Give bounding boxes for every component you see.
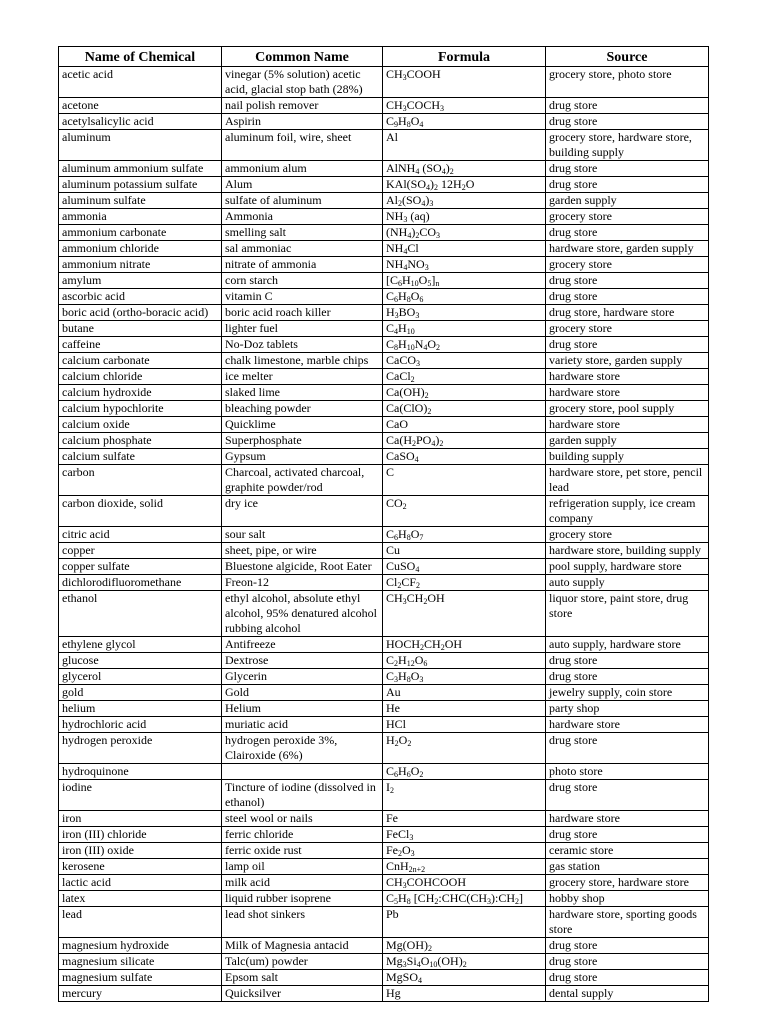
chemical-name-cell: iron xyxy=(59,811,222,827)
source-cell: jewelry supply, coin store xyxy=(546,685,709,701)
formula-cell: $Ca(ClO)_2$ xyxy=(383,401,546,417)
common-name-cell: ice melter xyxy=(222,369,383,385)
chemical-name-cell: magnesium silicate xyxy=(59,954,222,970)
source-cell: grocery store, hardware store, building supply xyxy=(546,130,709,161)
formula-cell: $Ca(OH)_2$ xyxy=(383,385,546,401)
formula-cell: $C_6H_8O_7$ xyxy=(383,527,546,543)
chemical-name-cell: hydroquinone xyxy=(59,764,222,780)
source-cell: drug store xyxy=(546,653,709,669)
table-row xyxy=(59,591,709,637)
table-row xyxy=(59,986,709,1002)
source-cell: grocery store, hardware store xyxy=(546,875,709,891)
common-name-cell: smelling salt xyxy=(222,225,383,241)
table-row xyxy=(59,685,709,701)
chemical-name-cell: iodine xyxy=(59,780,222,811)
formula-cell: Al xyxy=(383,130,546,161)
table-row xyxy=(59,764,709,780)
table-row xyxy=(59,875,709,891)
common-name-cell: nitrate of ammonia xyxy=(222,257,383,273)
chemical-name-cell: magnesium hydroxide xyxy=(59,938,222,954)
formula-cell: $Ca(H_2PO_4)_2$ xyxy=(383,433,546,449)
source-cell: grocery store, photo store xyxy=(546,67,709,98)
common-name-cell: Milk of Magnesia antacid xyxy=(222,938,383,954)
chemical-name-cell: ethylene glycol xyxy=(59,637,222,653)
formula-cell: $C_4H_{10}$ xyxy=(383,321,546,337)
chemical-name-cell: ammonium nitrate xyxy=(59,257,222,273)
chemical-name-cell: amylum xyxy=(59,273,222,289)
common-name-cell: sheet, pipe, or wire xyxy=(222,543,383,559)
source-cell: variety store, garden supply xyxy=(546,353,709,369)
common-name-cell: lighter fuel xyxy=(222,321,383,337)
chemical-name-cell: latex xyxy=(59,891,222,907)
formula-cell: $Mg_3Si_4O_{10}(OH)_2$ xyxy=(383,954,546,970)
table-row xyxy=(59,241,709,257)
common-name-cell: Charcoal, activated charcoal, graphite powder/rod xyxy=(222,465,383,496)
source-cell: drug store xyxy=(546,98,709,114)
common-name-cell: dry ice xyxy=(222,496,383,527)
source-cell: hardware store xyxy=(546,717,709,733)
chemical-table xyxy=(58,46,709,1002)
table-row xyxy=(59,843,709,859)
common-name-cell: boric acid roach killer xyxy=(222,305,383,321)
header-common-name: Common Name xyxy=(222,47,383,67)
common-name-cell: Gold xyxy=(222,685,383,701)
formula-cell: $C_3H_8O_3$ xyxy=(383,669,546,685)
source-cell: garden supply xyxy=(546,433,709,449)
common-name-cell: ferric oxide rust xyxy=(222,843,383,859)
chemical-name-cell: ascorbic acid xyxy=(59,289,222,305)
source-cell: party shop xyxy=(546,701,709,717)
table-row xyxy=(59,337,709,353)
chemical-name-cell: dichlorodifluoromethane xyxy=(59,575,222,591)
chemical-name-cell: aluminum xyxy=(59,130,222,161)
chemical-name-cell: calcium carbonate xyxy=(59,353,222,369)
table-row xyxy=(59,938,709,954)
formula-cell: CaSO$_4$ xyxy=(383,449,546,465)
source-cell: hardware store xyxy=(546,811,709,827)
source-cell: grocery store xyxy=(546,257,709,273)
formula-cell: Hg xyxy=(383,986,546,1002)
formula-cell: $(NH_4)_2CO_3$ xyxy=(383,225,546,241)
common-name-cell: Bluestone algicide, Root Eater xyxy=(222,559,383,575)
table-row xyxy=(59,401,709,417)
chemical-name-cell: helium xyxy=(59,701,222,717)
table-row xyxy=(59,954,709,970)
table-row xyxy=(59,653,709,669)
chemical-name-cell: copper sulfate xyxy=(59,559,222,575)
common-name-cell: sulfate of aluminum xyxy=(222,193,383,209)
common-name-cell: slaked lime xyxy=(222,385,383,401)
formula-cell: Cu xyxy=(383,543,546,559)
common-name-cell: Ammonia xyxy=(222,209,383,225)
table-row xyxy=(59,193,709,209)
source-cell: drug store xyxy=(546,970,709,986)
common-name-cell: vinegar (5% solution) acetic acid, glacial stop bath (28%) xyxy=(222,67,383,98)
table-row xyxy=(59,67,709,98)
source-cell: drug store xyxy=(546,337,709,353)
chemical-name-cell: gold xyxy=(59,685,222,701)
formula-cell: Fe xyxy=(383,811,546,827)
table-row xyxy=(59,637,709,653)
source-cell: gas station xyxy=(546,859,709,875)
common-name-cell: Helium xyxy=(222,701,383,717)
common-name-cell: lead shot sinkers xyxy=(222,907,383,938)
formula-cell: $I_2$ xyxy=(383,780,546,811)
table-row xyxy=(59,161,709,177)
chemical-name-cell: ammonium carbonate xyxy=(59,225,222,241)
chemical-name-cell: boric acid (ortho-boracic acid) xyxy=(59,305,222,321)
chemical-name-cell: citric acid xyxy=(59,527,222,543)
chemical-name-cell: calcium oxide xyxy=(59,417,222,433)
source-cell: hobby shop xyxy=(546,891,709,907)
formula-cell: $C_9H_8O_4$ xyxy=(383,114,546,130)
common-name-cell: aluminum foil, wire, sheet xyxy=(222,130,383,161)
table-row xyxy=(59,289,709,305)
table-row xyxy=(59,970,709,986)
formula-cell: $CH_3COHCOOH$ xyxy=(383,875,546,891)
chemical-name-cell: glycerol xyxy=(59,669,222,685)
table-row xyxy=(59,257,709,273)
source-cell: refrigeration supply, ice cream company xyxy=(546,496,709,527)
common-name-cell xyxy=(222,764,383,780)
common-name-cell: chalk limestone, marble chips xyxy=(222,353,383,369)
formula-cell: $Al_2(SO_4)_3$ xyxy=(383,193,546,209)
common-name-cell: No-Doz tablets xyxy=(222,337,383,353)
table-row xyxy=(59,559,709,575)
source-cell: hardware store, garden supply xyxy=(546,241,709,257)
formula-cell: $KAl(SO_4)_2$ $12H_2O$ xyxy=(383,177,546,193)
source-cell: drug store xyxy=(546,161,709,177)
source-cell: drug store xyxy=(546,780,709,811)
table-row xyxy=(59,353,709,369)
common-name-cell: Quicklime xyxy=(222,417,383,433)
common-name-cell: Epsom salt xyxy=(222,970,383,986)
formula-cell: $Mg(OH)_2$ xyxy=(383,938,546,954)
common-name-cell: lamp oil xyxy=(222,859,383,875)
source-cell: pool supply, hardware store xyxy=(546,559,709,575)
table-row xyxy=(59,907,709,938)
formula-cell: $CH_3COOH$ xyxy=(383,67,546,98)
chemical-name-cell: copper xyxy=(59,543,222,559)
chemical-name-cell: ammonium chloride xyxy=(59,241,222,257)
common-name-cell: steel wool or nails xyxy=(222,811,383,827)
common-name-cell: Dextrose xyxy=(222,653,383,669)
table-row xyxy=(59,811,709,827)
chemical-name-cell: calcium phosphate xyxy=(59,433,222,449)
formula-cell: $NH_4NO_3$ xyxy=(383,257,546,273)
formula-cell: CaCO$_3$ xyxy=(383,353,546,369)
table-row xyxy=(59,225,709,241)
table-row xyxy=(59,305,709,321)
table-row xyxy=(59,465,709,496)
chemical-name-cell: acetylsalicylic acid xyxy=(59,114,222,130)
table-row xyxy=(59,496,709,527)
formula-cell: $C_5H_8$ $[CH_2:CHC(CH_3):CH_2]$ xyxy=(383,891,546,907)
source-cell: drug store xyxy=(546,954,709,970)
chemical-name-cell: lactic acid xyxy=(59,875,222,891)
formula-cell: $[C_6H_{10}O_5]_n$ xyxy=(383,273,546,289)
chemical-name-cell: calcium hypochlorite xyxy=(59,401,222,417)
chemical-name-cell: caffeine xyxy=(59,337,222,353)
table-row xyxy=(59,417,709,433)
table-row xyxy=(59,114,709,130)
chemical-name-cell: kerosene xyxy=(59,859,222,875)
header-row xyxy=(59,47,709,67)
table-row xyxy=(59,780,709,811)
table-row xyxy=(59,369,709,385)
table-row xyxy=(59,321,709,337)
formula-cell: $NH_3$ (aq) xyxy=(383,209,546,225)
chemical-name-cell: calcium chloride xyxy=(59,369,222,385)
common-name-cell: Alum xyxy=(222,177,383,193)
table-row xyxy=(59,273,709,289)
source-cell: hardware store xyxy=(546,417,709,433)
table-row xyxy=(59,527,709,543)
source-cell: dental supply xyxy=(546,986,709,1002)
source-cell: drug store xyxy=(546,733,709,764)
common-name-cell: Glycerin xyxy=(222,669,383,685)
chemical-name-cell: ethanol xyxy=(59,591,222,637)
common-name-cell: Talc(um) powder xyxy=(222,954,383,970)
chemical-name-cell: ammonia xyxy=(59,209,222,225)
source-cell: hardware store, building supply xyxy=(546,543,709,559)
header-formula: Formula xyxy=(383,47,546,67)
common-name-cell: sal ammoniac xyxy=(222,241,383,257)
formula-cell: CuSO$_4$ xyxy=(383,559,546,575)
common-name-cell: Quicksilver xyxy=(222,986,383,1002)
common-name-cell: Freon-12 xyxy=(222,575,383,591)
chemical-name-cell: magnesium sulfate xyxy=(59,970,222,986)
source-cell: garden supply xyxy=(546,193,709,209)
chemical-name-cell: butane xyxy=(59,321,222,337)
table-row xyxy=(59,98,709,114)
common-name-cell: Tincture of iodine (dissolved in ethanol) xyxy=(222,780,383,811)
chemical-name-cell: hydrogen peroxide xyxy=(59,733,222,764)
formula-cell: $NH_4Cl$ xyxy=(383,241,546,257)
source-cell: grocery store xyxy=(546,209,709,225)
formula-cell: C xyxy=(383,465,546,496)
source-cell: ceramic store xyxy=(546,843,709,859)
chemical-name-cell: lead xyxy=(59,907,222,938)
formula-cell: $H_3BO_3$ xyxy=(383,305,546,321)
source-cell: building supply xyxy=(546,449,709,465)
source-cell: drug store xyxy=(546,114,709,130)
chemical-name-cell: aluminum sulfate xyxy=(59,193,222,209)
table-row xyxy=(59,209,709,225)
source-cell: drug store xyxy=(546,938,709,954)
formula-cell: CaO xyxy=(383,417,546,433)
formula-cell: $H_2O_2$ xyxy=(383,733,546,764)
source-cell: drug store xyxy=(546,225,709,241)
common-name-cell: Superphosphate xyxy=(222,433,383,449)
table-row xyxy=(59,701,709,717)
table-row xyxy=(59,433,709,449)
table-row xyxy=(59,130,709,161)
common-name-cell: Aspirin xyxy=(222,114,383,130)
table-row xyxy=(59,385,709,401)
formula-cell: Au xyxy=(383,685,546,701)
source-cell: photo store xyxy=(546,764,709,780)
formula-cell: $C_6H_6O_2$ xyxy=(383,764,546,780)
source-cell: hardware store, pet store, pencil lead xyxy=(546,465,709,496)
common-name-cell: vitamin C xyxy=(222,289,383,305)
formula-cell: $Cl_2CF_2$ xyxy=(383,575,546,591)
source-cell: grocery store, pool supply xyxy=(546,401,709,417)
formula-cell: Pb xyxy=(383,907,546,938)
header-source: Source xyxy=(546,47,709,67)
source-cell: hardware store xyxy=(546,385,709,401)
source-cell: drug store xyxy=(546,273,709,289)
table-row xyxy=(59,717,709,733)
common-name-cell: nail polish remover xyxy=(222,98,383,114)
common-name-cell: liquid rubber isoprene xyxy=(222,891,383,907)
formula-cell: $CH_3COCH_3$ xyxy=(383,98,546,114)
formula-cell: MgSO$_4$ xyxy=(383,970,546,986)
source-cell: hardware store, sporting goods store xyxy=(546,907,709,938)
source-cell: auto supply, hardware store xyxy=(546,637,709,653)
source-cell: drug store xyxy=(546,827,709,843)
table-row xyxy=(59,449,709,465)
table-row xyxy=(59,827,709,843)
formula-cell: $C_6H_8O_6$ xyxy=(383,289,546,305)
formula-cell: He xyxy=(383,701,546,717)
table-row xyxy=(59,891,709,907)
common-name-cell: ammonium alum xyxy=(222,161,383,177)
formula-cell: CnH$_{2n+2}$ xyxy=(383,859,546,875)
common-name-cell: ethyl alcohol, absolute ethyl alcohol, 95% denatured alcohol rubbing alcohol xyxy=(222,591,383,637)
source-cell: drug store xyxy=(546,669,709,685)
chemical-name-cell: aluminum ammonium sulfate xyxy=(59,161,222,177)
table-row xyxy=(59,543,709,559)
formula-cell: HCl xyxy=(383,717,546,733)
formula-cell: CaCl$_2$ xyxy=(383,369,546,385)
common-name-cell: sour salt xyxy=(222,527,383,543)
source-cell: grocery store xyxy=(546,527,709,543)
source-cell: liquor store, paint store, drug store xyxy=(546,591,709,637)
table-row xyxy=(59,575,709,591)
formula-cell: $CO_2$ xyxy=(383,496,546,527)
chemical-name-cell: mercury xyxy=(59,986,222,1002)
chemical-name-cell: iron (III) chloride xyxy=(59,827,222,843)
formula-cell: AlNH$_4$ $(SO_4)_2$ xyxy=(383,161,546,177)
source-cell: drug store, hardware store xyxy=(546,305,709,321)
formula-cell: FeCl$_3$ xyxy=(383,827,546,843)
table-row xyxy=(59,859,709,875)
formula-cell: $HOCH_2CH_2OH$ xyxy=(383,637,546,653)
common-name-cell: hydrogen peroxide 3%, Clairoxide (6%) xyxy=(222,733,383,764)
formula-cell: $C_8H_{10}N_4O_2$ xyxy=(383,337,546,353)
chemical-name-cell: acetone xyxy=(59,98,222,114)
header-name: Name of Chemical xyxy=(59,47,222,67)
common-name-cell: Antifreeze xyxy=(222,637,383,653)
chemical-name-cell: carbon dioxide, solid xyxy=(59,496,222,527)
chemical-name-cell: glucose xyxy=(59,653,222,669)
chemical-name-cell: carbon xyxy=(59,465,222,496)
table-row xyxy=(59,669,709,685)
common-name-cell: muriatic acid xyxy=(222,717,383,733)
chemical-name-cell: acetic acid xyxy=(59,67,222,98)
source-cell: hardware store xyxy=(546,369,709,385)
chemical-name-cell: iron (III) oxide xyxy=(59,843,222,859)
chemical-name-cell: aluminum potassium sulfate xyxy=(59,177,222,193)
table-row xyxy=(59,177,709,193)
source-cell: auto supply xyxy=(546,575,709,591)
formula-cell: $C_2H_{12}O_6$ xyxy=(383,653,546,669)
source-cell: grocery store xyxy=(546,321,709,337)
formula-cell: $CH_3CH_2OH$ xyxy=(383,591,546,637)
common-name-cell: ferric chloride xyxy=(222,827,383,843)
chemical-name-cell: calcium hydroxide xyxy=(59,385,222,401)
common-name-cell: milk acid xyxy=(222,875,383,891)
formula-cell: $Fe_2O_3$ xyxy=(383,843,546,859)
common-name-cell: bleaching powder xyxy=(222,401,383,417)
source-cell: drug store xyxy=(546,289,709,305)
common-name-cell: corn starch xyxy=(222,273,383,289)
chemical-name-cell: calcium sulfate xyxy=(59,449,222,465)
chemical-name-cell: hydrochloric acid xyxy=(59,717,222,733)
source-cell: drug store xyxy=(546,177,709,193)
common-name-cell: Gypsum xyxy=(222,449,383,465)
table-row xyxy=(59,733,709,764)
